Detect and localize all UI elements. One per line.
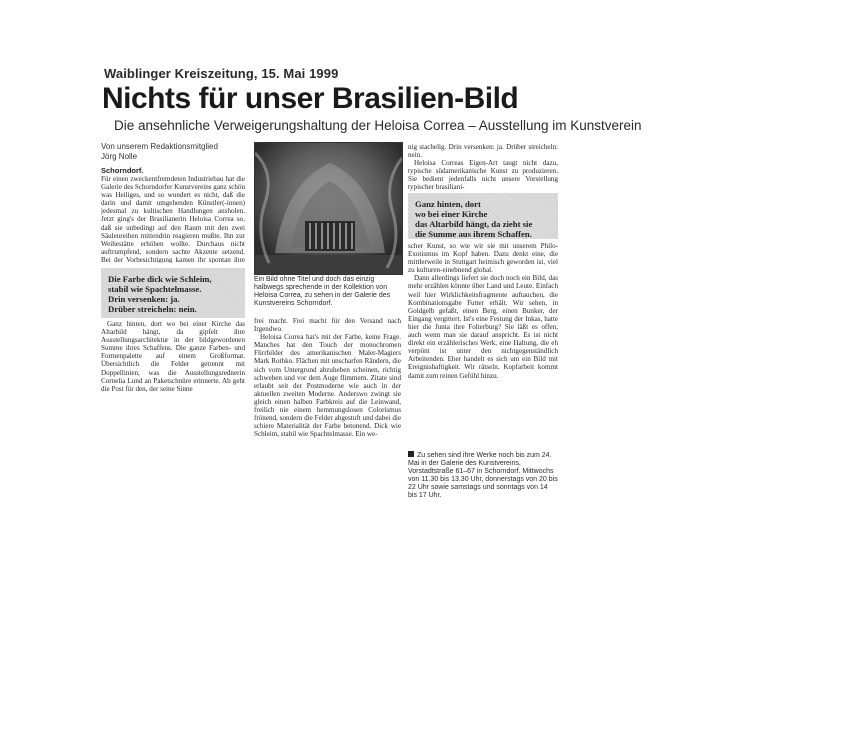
pull-quote-line: Drin versenken: ja. [108, 294, 180, 304]
pull-quote-line: Ganz hinten, dort [415, 199, 481, 209]
paragraph: scher Kunst, so wie wir sie mit unserem Philo-Exotismus im Kopf haben. Dazu denkt eine, die mittlerweile in Stuttgart heimisch geworden ist, viel zu kulturen-einebnend global. [408, 242, 558, 275]
column-1-top [101, 175, 245, 263]
paragraph: nig stachelig. Drin versenken: ja. Drüber streicheln: nein. [408, 143, 558, 160]
column-3-top [408, 143, 558, 192]
pull-quote-line: Drüber streicheln: nein. [108, 304, 197, 314]
paragraph: Für einen zweckentfremdeten Industriebau hat die Galerie des Schorndorfer Kunstvereins ganz schön was Heiliges, und so wundert es nicht, daß die darin und damit umgehenden Künstler(-innen) jedesmal zu kultischen Handlungen ausholen. Jetzt ging's der Brasilianerin Heloisa Correa so, daß sie unbedingt auf den Raum mit den zwei Säulenreihen mittendrin reagieren mußte. Ihn zur Weihestätte erhöhen wollte. Durchaus nicht auftrumpfend, sondern sachte Akzente setzend. Bei der Vorbesichtigung kamen ihr spontan ihre [101, 175, 245, 263]
paragraph: Dann allerdings liefert sie doch noch ein Bild, das mehr erzählen könnte über Land und Leute. Einfach weil hier Wirklichkeitsfragmente auftauchen, die Kombinationsgabe Futter erhält. Wir sehen, in Goldgelb gefaßt, einen Berg, einen Bunker, der Eingang vergittert. Ist's eine Festung der Inkas, hatte hier die Junta ihre Folterburg? Sie läßt es offen, auch wenn man sie darauf anspricht. Es ist nicht direkt ein erzählerisches Werk, eine Haltung, die eh verpönt ist unter den nichtgegenständlich Arbeitenden. Eher handelt es sich um ein Bild mit Ereignishaftigkeit. Wir rätseln. Kopfarbeit kommt damit zum reinen Gefühl hinzu. [408, 274, 558, 380]
photo-caption: Ein Bild ohne Titel und doch das einzig halbwegs sprechende in der Kollektion von Heloisa Correa, zu sehen in der Galerie des Kunstvereins Schorndorf. [254, 276, 391, 307]
column-2 [254, 317, 401, 444]
column-3-bottom [408, 242, 558, 448]
exhibition-info [408, 451, 558, 500]
subheadline: Die ansehnliche Verweigerungshaltung der Heloisa Correa – Ausstellung im Kunstverein [114, 118, 642, 133]
pull-quote-line: die Summe aus ihrem Schaffen. [415, 229, 532, 239]
artwork-image [255, 143, 402, 274]
artwork-photo [254, 142, 403, 275]
byline-author: Jörg Nolle [101, 152, 138, 161]
paragraph: Ganz hinten, dort wo bei einer Kirche das Altarbild hängt, da gipfelt ihre Ausstellungsarchitektur in der bildgewordenen Summe ihres Schaffens. Die ganze Farben- und Formenpalette auf einem Großformat. Übersichtlich die Felder getrennt mit Doppellinien, was die Ausstellungsrednerin Cornelia Lund an Paketschnüre erinnerte. Ab geht die Post für den, der seine Sinne [101, 320, 245, 393]
bullet-square-icon [408, 451, 414, 457]
pull-quote-line: Die Farbe dick wie Schleim, [108, 274, 212, 284]
newspaper-source: Waiblinger Kreiszeitung, 15. Mai 1999 [104, 66, 339, 81]
byline [101, 142, 251, 162]
headline: Nichts für unser Brasilien-Bild [102, 82, 519, 115]
pull-quote-line: stabil wie Spachtelmasse. [108, 284, 202, 294]
dateline: Schorndorf. [101, 166, 144, 175]
pull-quote-1 [101, 268, 245, 318]
paragraph: frei macht. Frei macht für den Versand nach Irgendwo. [254, 317, 401, 334]
paragraph: Heloisa Correas Eigen-Art taugt nicht dazu, typische südamerikanische Kunst zu produzieren. Sie bedient jedenfalls nicht unsere Vorstellung typischer brasiliani- [408, 159, 558, 192]
paragraph: Heloisa Correa hat's mit der Farbe, keine Frage. Manches hat den Touch der monochromen Flirrbilder des amerikanischen Maler-Magiers Mark Rothko. Flächen mit unscharfen Rändern, die sich vom Untergrund abzuheben scheinen, richtig schweben und vor dem Auge flimmern. Zitate sind erlaubt seit der Postmoderne wie auch in der aktuellen zweiten Moderne. Anderswo zwingt sie gleich einen halben Farbkreis auf die Leinwand, freilich nie einem hemmungslosen Colorismus frönend, sondern die Felder abgestuft und dabei die schiere Materialität der Farbe betonend. Dick wie Schleim, stabil wie Spachtelmasse. Ein we- [254, 333, 401, 439]
pull-quote-line: wo bei einer Kirche [415, 209, 488, 219]
exhibition-info-text: Zu sehen sind ihre Werke noch bis zum 24. Mai in der Galerie des Kunstvereins, Vorstadtstraße 61–67 in Schorndorf. Mittwochs von 11.30 bis 13.30 Uhr, donnerstags von 20 bis 22 Uhr sowie samstags und sonntags von 14 bis 17 Uhr. [408, 452, 558, 499]
pull-quote-line: das Altarbild hängt, da zieht sie [415, 219, 533, 229]
byline-role: Von unserem Redaktionsmitglied [101, 142, 218, 151]
pull-quote-2 [408, 193, 558, 239]
column-1-bottom [101, 320, 245, 444]
